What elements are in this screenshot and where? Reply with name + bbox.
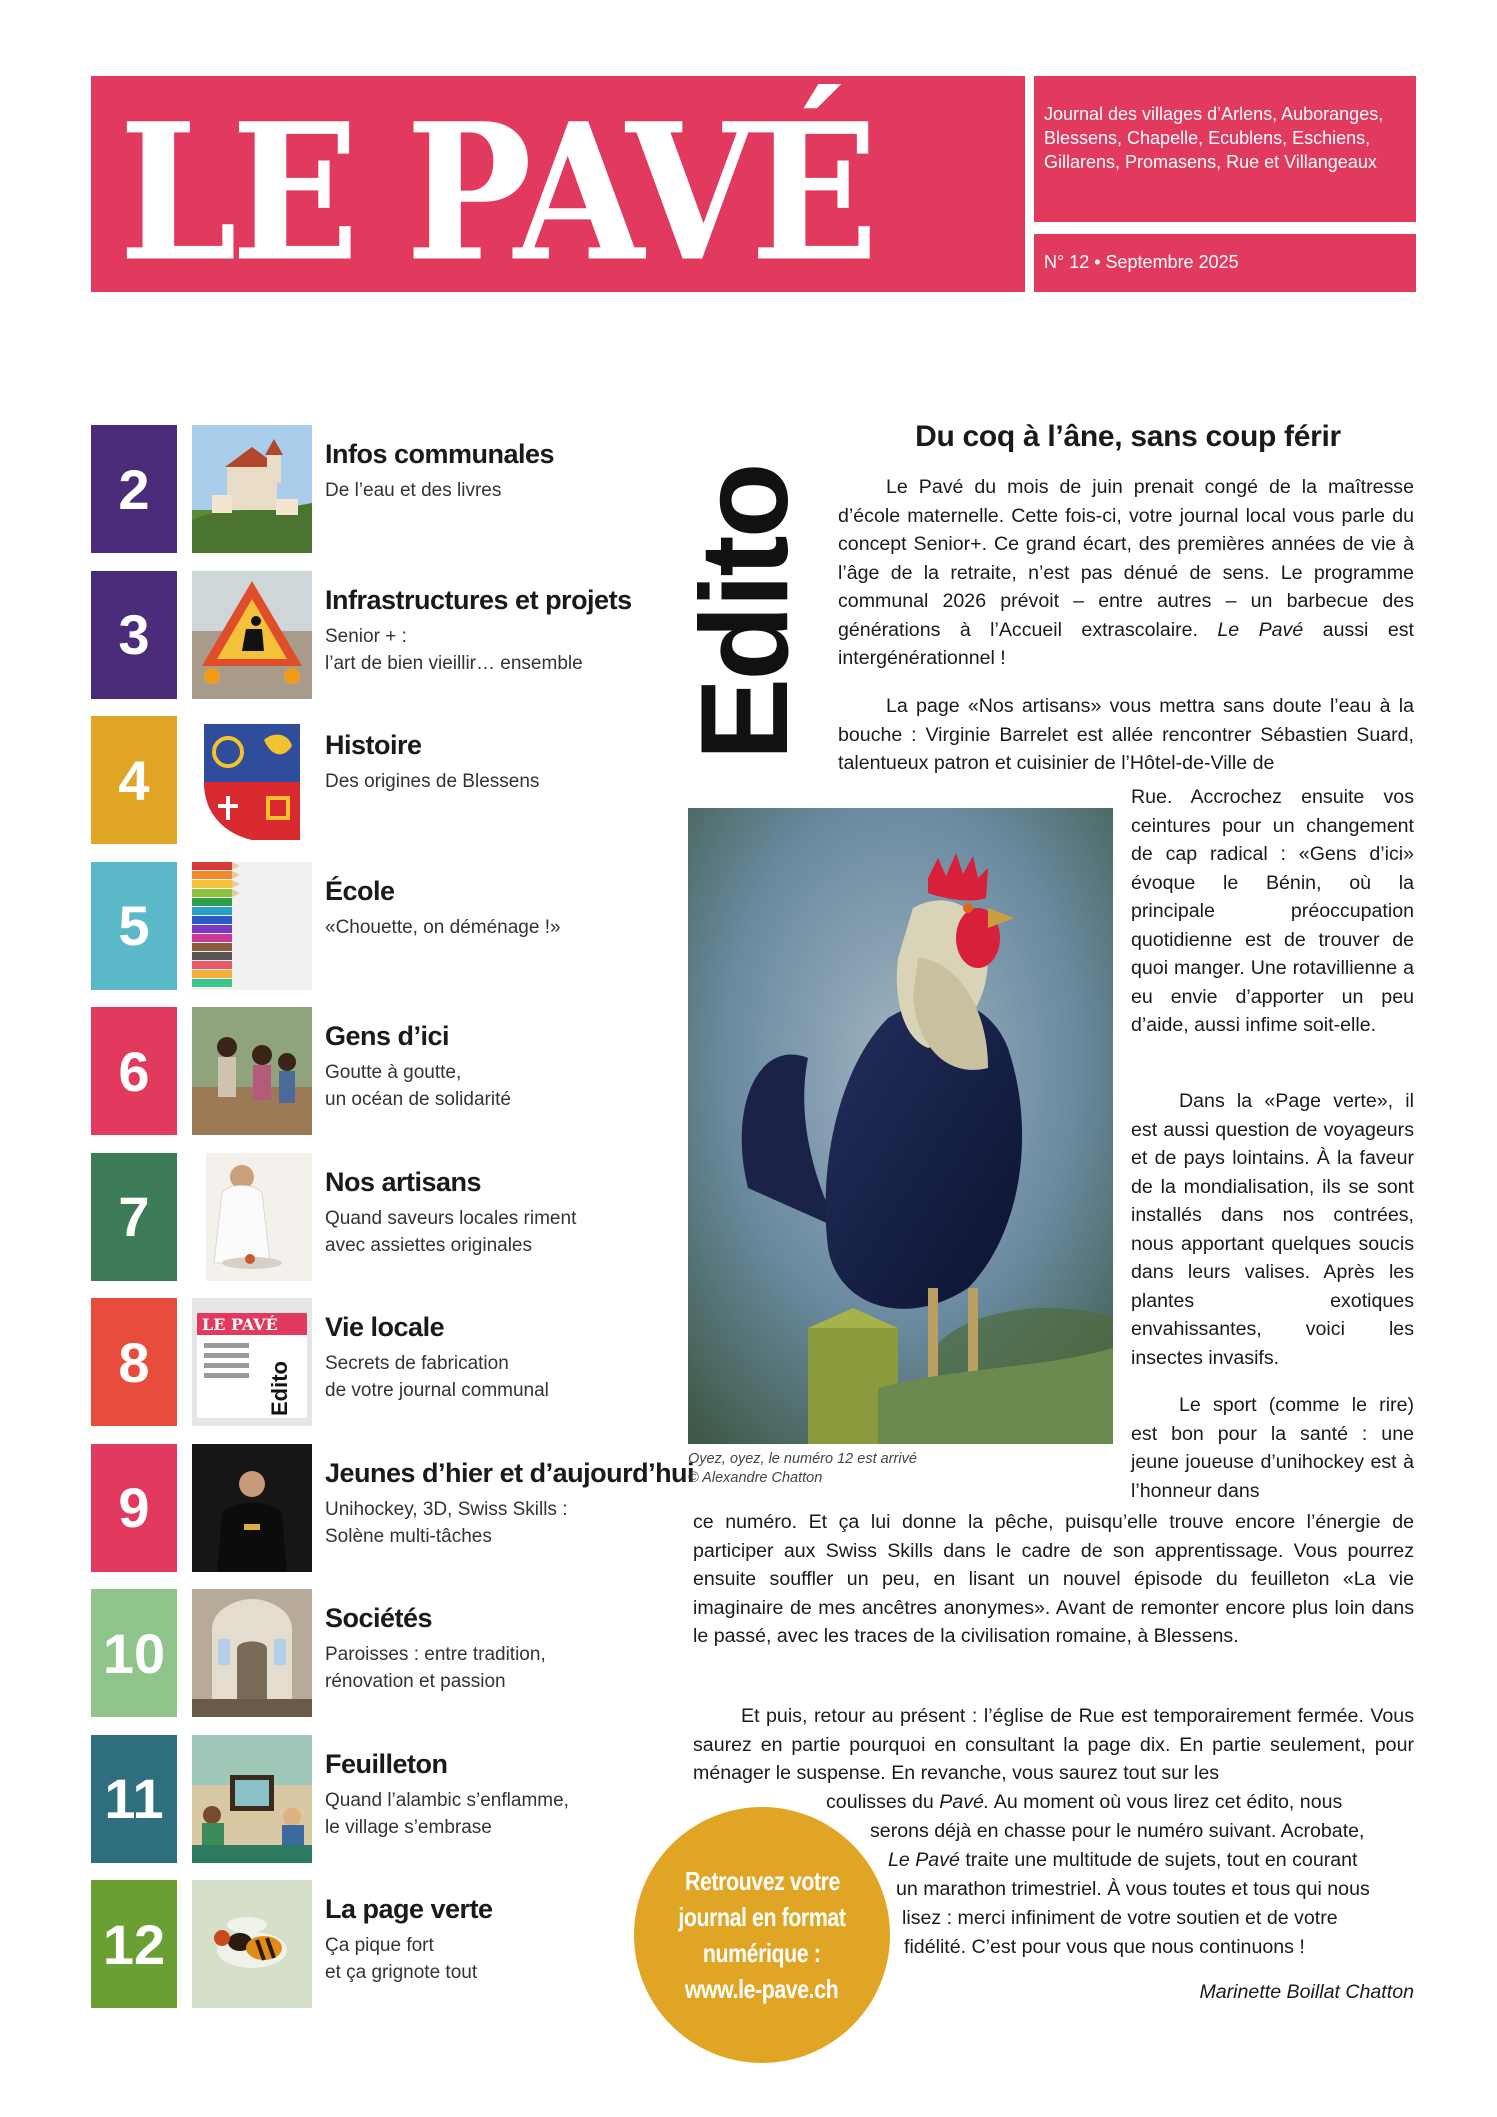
toc-subtitle-line: de votre journal communal — [325, 1380, 549, 1401]
promo-line-2: journal en format — [678, 1902, 846, 1932]
toc-subtitle-line: «Chouette, on déménage !» — [325, 916, 561, 938]
promo-line-1: Retrouvez votre — [684, 1866, 840, 1896]
toc-subtitle-line: Des origines de Blessens — [325, 771, 540, 792]
edito-signature: Marinette Boillat Chatton — [1199, 1981, 1414, 2003]
toc-page-number: 12 — [91, 1880, 177, 2008]
toc-title: Feuilleton — [325, 1748, 448, 1779]
edito-paragraph-1: Le Pavé du mois de juin prenait congé de la maîtresse d’école maternelle. Cette fois-ci, votre journal local vous parle du concept Senior+. Ce grand écart, des premières années de vie à l’âge de la retraite, n’est pas dénué de sens. Le programme communal 2026 prévoit – entre autres – un barbecue des générations à l’Accueil extrascolaire. Le Pavé aussi est intergénérationnel ! — [838, 476, 1414, 669]
coat-of-arms — [192, 716, 312, 844]
student-photo — [192, 1444, 312, 1572]
toc-title: Jeunes d’hier et d’aujourd’hui — [325, 1457, 695, 1488]
toc-subtitle-line: Quand l’alambic s’enflamme, — [325, 1789, 569, 1811]
toc-page-number: 3 — [91, 571, 177, 699]
toc-subtitle — [325, 1787, 569, 1841]
edito-paragraph-4-start: Le sport (comme le rire) est bon pour la santé : une jeune joueuse d’unihockey est à l’honneur dans — [1131, 1394, 1414, 1502]
toc-title: La page verte — [325, 1894, 493, 1924]
toc-subtitle-line: rénovation et passion — [325, 1671, 506, 1692]
digital-edition-promo-badge[interactable] — [634, 1807, 890, 2063]
toc-title: Infrastructures et projets — [325, 584, 632, 615]
toc-subtitle-line: De l’eau et des livres — [325, 480, 502, 501]
toc-page-number: 4 — [91, 716, 177, 844]
promo-website-link[interactable]: www.le-pave.ch — [685, 1974, 839, 2004]
toc-page-number: 2 — [91, 425, 177, 553]
edito-paragraph-5-line-g: fidélité. C’est pour vous que nous continuons ! — [904, 1936, 1305, 1958]
edito-headline: Du coq à l’âne, sans coup férir — [915, 420, 1341, 453]
toc-item[interactable] — [91, 425, 671, 553]
toc-subtitle — [325, 1205, 576, 1259]
masthead-banner — [91, 76, 1025, 304]
toc-subtitle — [325, 1641, 546, 1695]
toc-page-number: 9 — [91, 1444, 177, 1572]
toc-subtitle-line: Paroisses : entre tradition, — [325, 1644, 546, 1665]
toc-page-number: 10 — [91, 1589, 177, 1717]
children-photo — [192, 1007, 312, 1135]
promo-line-3: numérique : — [703, 1938, 821, 1968]
edito-paragraph-5-start: Et puis, retour au présent : l’église de Rue est temporairement fermée. Vous saurez en partie pourquoi en consultant la page dix. En partie seulement, pour ménager le suspense. En revanche, vous saurez tout sur les — [693, 1705, 1414, 1784]
toc-page-number: 8 — [91, 1298, 177, 1426]
toc-subtitle-line: le village s’embrase — [325, 1816, 492, 1838]
family-tv-illustration — [192, 1735, 312, 1863]
toc-subtitle — [325, 623, 583, 677]
toc-subtitle-line: Unihockey, 3D, Swiss Skills : — [325, 1498, 568, 1520]
masthead-description-box — [1034, 76, 1416, 222]
toc-subtitle-line: Ça pique fort — [325, 1935, 434, 1956]
toc-item[interactable] — [91, 716, 671, 844]
toc-subtitle — [325, 1496, 568, 1550]
toc-subtitle-line: un océan de solidarité — [325, 1089, 511, 1110]
chef-photo — [192, 1153, 312, 1281]
toc-title: Sociétés — [325, 1603, 433, 1633]
edito-paragraph-4-end: ce numéro. Et ça lui donne la pêche, puisqu’elle trouve encore l’énergie de participer aux Swiss Skills dans le cadre de son apprentissage. Vous pourrez ensuite souffler un peu, en lisant un nouvel épisode du feuilleton «La vie imaginaire de mes ancêtres anonymes». Avant de remonter encore plus loin dans le passé, avec les traces de la civilisation romaine, à Blessens. — [693, 1511, 1414, 1647]
toc-title: École — [325, 875, 395, 906]
toc-item[interactable] — [91, 1007, 671, 1135]
toc-subtitle-line: Goutte à goutte, — [325, 1062, 462, 1083]
toc-subtitle — [325, 768, 539, 795]
toc-item[interactable] — [91, 1880, 671, 2008]
toc-title: Infos communales — [325, 439, 555, 469]
toc-subtitle — [325, 914, 561, 941]
toc-subtitle — [325, 1350, 549, 1404]
edito-paragraph-5-line-f: lisez : merci infiniment de votre soutien et de votre — [902, 1907, 1338, 1929]
toc-subtitle — [325, 1059, 511, 1113]
toc-subtitle-line: avec assiettes originales — [325, 1234, 532, 1256]
toc-page-number: 5 — [91, 862, 177, 990]
edito-paragraph-2-start: La page «Nos artisans» vous mettra sans doute l’eau à la bouche : Virginie Barrelet est allée rencontrer Sébastien Suard, talentueux patron et cuisinier de l’Hôtel-de-Ville de — [838, 695, 1414, 774]
toc-subtitle-line: et ça grignote tout — [325, 1962, 478, 1983]
toc-item[interactable] — [91, 1735, 671, 1863]
edito-label-box — [676, 430, 814, 795]
toc-item[interactable] — [91, 1444, 695, 1572]
roadwork-sign-photo — [192, 571, 312, 699]
photo-caption: Oyez, oyez, le numéro 12 est arrivé © Alexandre Chatton — [688, 1451, 917, 1486]
toc-title: Nos artisans — [325, 1166, 482, 1197]
toc-page-number: 11 — [91, 1735, 177, 1863]
newspaper-photo — [192, 1298, 312, 1426]
toc-subtitle — [325, 1932, 477, 1986]
toc-title: Vie locale — [325, 1312, 445, 1342]
toc-item[interactable] — [91, 1298, 671, 1426]
edito-paragraph-5-line-e: un marathon trimestriel. À vous toutes et tous qui nous — [896, 1878, 1370, 1900]
toc-page-number: 7 — [91, 1153, 177, 1281]
toc-subtitle-line: Secrets de fabrication — [325, 1353, 509, 1374]
toc-subtitle-line: Senior + : — [325, 625, 407, 647]
hornet-photo — [192, 1880, 312, 2008]
toc-item[interactable] — [91, 571, 671, 699]
toc-subtitle-line: l’art de bien vieillir… ensemble — [325, 652, 583, 674]
masthead-description: Journal des villages d’Arlens, Auboranges, Blessens, Chapelle, Ecublens, Eschiens, Gillarens, Promasens, Rue et Villangeaux — [1044, 104, 1384, 172]
svg-text:LE PAVÉ: LE PAVÉ — [202, 1315, 278, 1334]
church-interior-photo — [192, 1589, 312, 1717]
toc-title: Gens d’ici — [325, 1021, 450, 1051]
toc-item[interactable] — [91, 1589, 671, 1717]
edito-paragraph-5-line-c: serons déjà en chasse pour le numéro suivant. Acrobate, — [870, 1820, 1365, 1842]
toc-page-number: 6 — [91, 1007, 177, 1135]
masthead-title: LE PAVÉ — [119, 81, 873, 304]
edito-label: Edito — [676, 465, 814, 760]
edito-paragraph-5-line-d: Le Pavé traite une multitude de sujets, tout en courant — [888, 1849, 1358, 1871]
toc-item[interactable] — [91, 862, 671, 990]
issue-number: N° 12 • Septembre 2025 — [1034, 234, 1416, 292]
edito-paragraph-3: Dans la «Page verte», il est aussi question de voyageurs et de pays lointains. À la faveur de la mondialisation, ils se sont installés dans nos contrées, nous apportant quelques soucis dans leurs valises. Après les plantes exotiques envahissantes, voici les insectes invasifs. — [1131, 1090, 1414, 1369]
toc-item[interactable] — [91, 1153, 671, 1281]
edito-paragraph-5-line-b: coulisses du Pavé. Au moment où vous lirez cet édito, nous — [826, 1791, 1343, 1813]
rooster-photo — [688, 808, 1113, 1444]
castle-photo — [192, 425, 312, 553]
toc-title: Histoire — [325, 730, 422, 760]
edito-paragraph-2-end: Rue. Accrochez ensuite vos ceintures pour un changement de cap radical : «Gens d’ici» évoque le Bénin, où la principale préoccupation quotidienne est de trouver de quoi manger. Une rotavillienne a eu envie d’apporter un peu d’aide, aussi infime soit-elle. — [1131, 786, 1414, 1036]
toc-subtitle — [325, 477, 501, 504]
toc-subtitle-line: Solène multi-tâches — [325, 1525, 492, 1547]
toc-subtitle-line: Quand saveurs locales riment — [325, 1207, 577, 1229]
colored-pencils-photo — [192, 862, 312, 990]
svg-text:Edito: Edito — [267, 1361, 292, 1416]
